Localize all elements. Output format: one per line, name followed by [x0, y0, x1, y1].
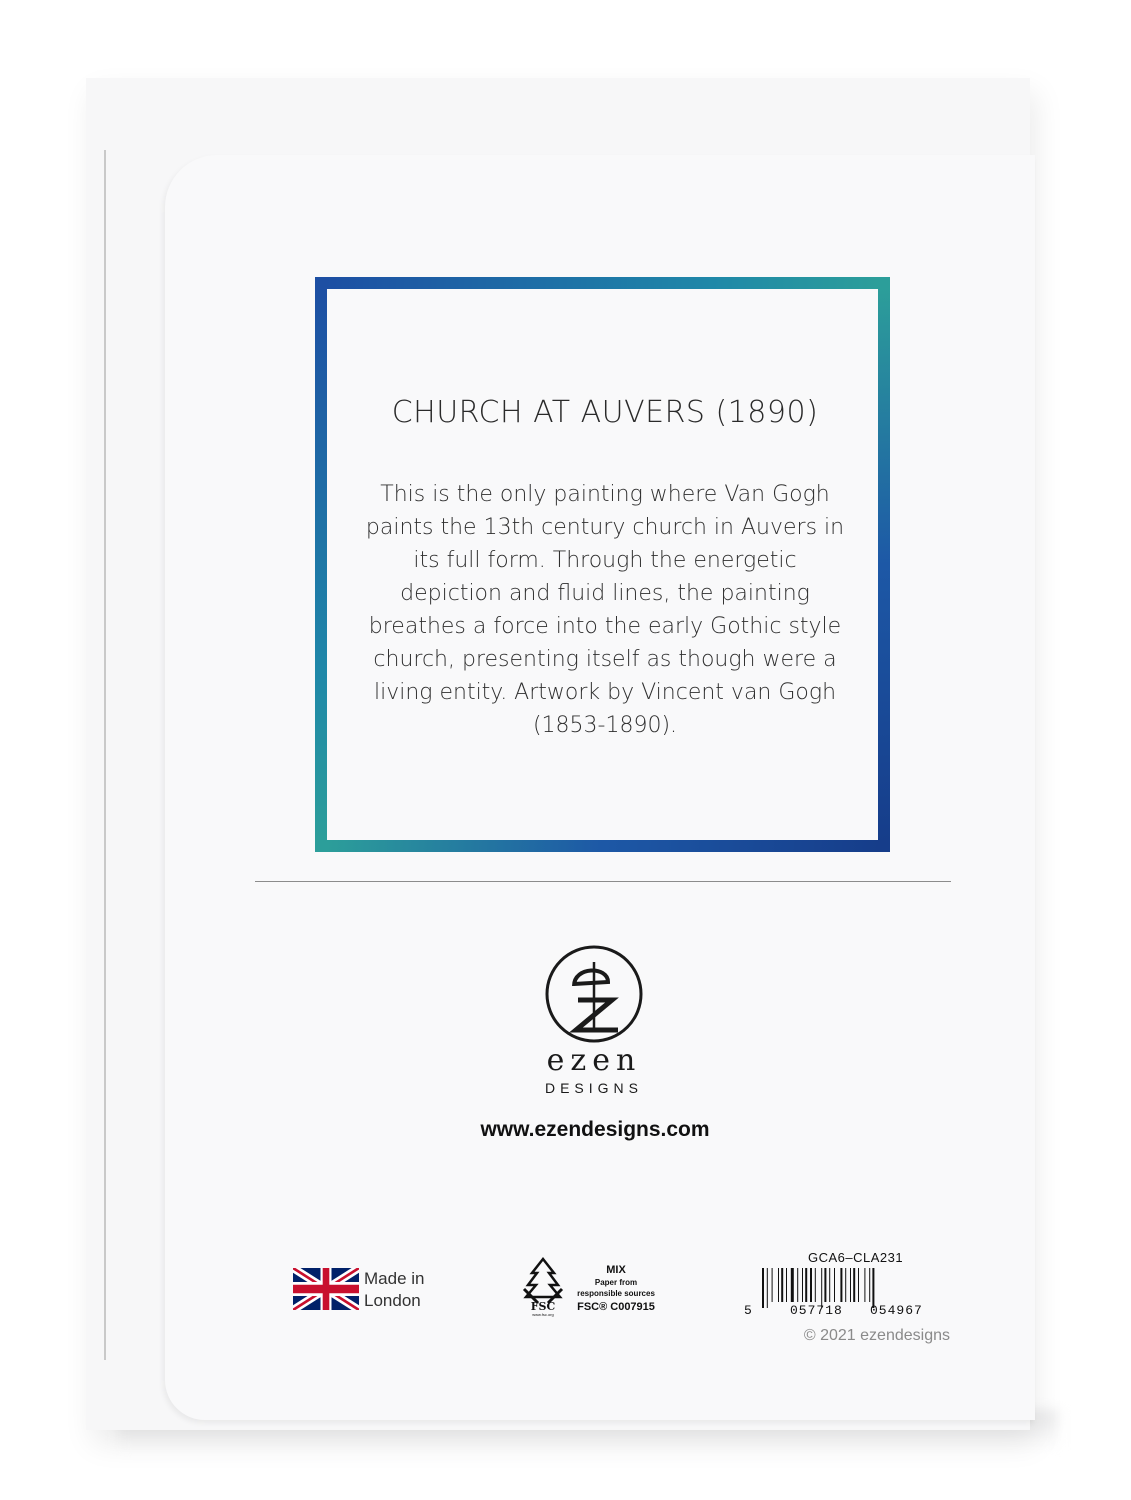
barcode-bar — [781, 1268, 783, 1302]
barcode-bar — [869, 1268, 870, 1302]
barcode-bar — [864, 1268, 865, 1302]
barcode-bar — [845, 1268, 846, 1302]
fsc-tree-icon — [518, 1255, 568, 1317]
barcode-bar — [840, 1268, 842, 1302]
barcode-bar — [762, 1268, 764, 1308]
svg-text:www.fsc.org: www.fsc.org — [532, 1312, 554, 1317]
barcode-bar — [772, 1268, 773, 1302]
barcode-bar — [778, 1268, 779, 1302]
barcode-bar — [805, 1268, 807, 1302]
barcode-bar — [824, 1268, 826, 1302]
made-in-london — [364, 1268, 424, 1312]
brand-subtitle: DESIGNS — [544, 1080, 643, 1096]
fsc-code: FSC® C007915 — [577, 1301, 655, 1313]
divider-line — [255, 881, 951, 882]
copyright-text: © 2021 ezendesigns — [803, 1327, 950, 1344]
svg-text:FSC: FSC — [530, 1300, 556, 1313]
uk-flag-icon — [293, 1268, 359, 1310]
fsc-paper-line2: responsible sources — [577, 1289, 655, 1298]
barcode-group2: 054967 — [870, 1303, 923, 1318]
website-link[interactable]: www.ezendesigns.com — [480, 1118, 710, 1141]
barcode-bar — [834, 1268, 835, 1302]
artwork-description: This is the only painting where Van Gogh paints the 13th century church in Auvers in its full form. Through the energetic depiction and fluid lines, the painting breathes a force into the early Gothic style church, presenting itself as though were a living entity. Artwork by Vincent van Gogh (1853-1890). — [365, 482, 845, 738]
brand-name: ezen — [546, 1043, 642, 1078]
barcode-group1: 057718 — [790, 1303, 843, 1318]
barcode-digit: 5 — [744, 1303, 752, 1318]
fsc-paper-line1: Paper from — [594, 1278, 638, 1287]
barcode-bar — [797, 1268, 798, 1302]
barcode-bar — [791, 1268, 794, 1302]
barcode-bar — [767, 1268, 768, 1308]
barcode-bar — [853, 1268, 855, 1302]
made-in-line1: Made in — [364, 1269, 425, 1288]
barcode-icon — [760, 1268, 965, 1308]
barcode-bar — [821, 1268, 822, 1308]
barcode-bar — [850, 1268, 851, 1302]
fsc-mix: MIX — [606, 1264, 626, 1276]
barcode-bar — [802, 1268, 803, 1302]
made-in-line2: London — [364, 1291, 421, 1310]
barcode-bar — [829, 1268, 830, 1302]
product-sku: GCA6–CLA231 — [808, 1250, 904, 1265]
fsc-label — [570, 1264, 662, 1313]
barcode-bar — [810, 1268, 812, 1302]
artwork-title: CHURCH AT AUVERS (1890) — [391, 395, 819, 430]
barcode-bar — [872, 1268, 874, 1308]
barcode-bar — [858, 1268, 859, 1302]
ezen-logo-icon — [544, 944, 644, 1044]
barcode-bar — [786, 1268, 787, 1302]
envelope-edge — [104, 150, 106, 1360]
barcode-bar — [815, 1268, 816, 1302]
